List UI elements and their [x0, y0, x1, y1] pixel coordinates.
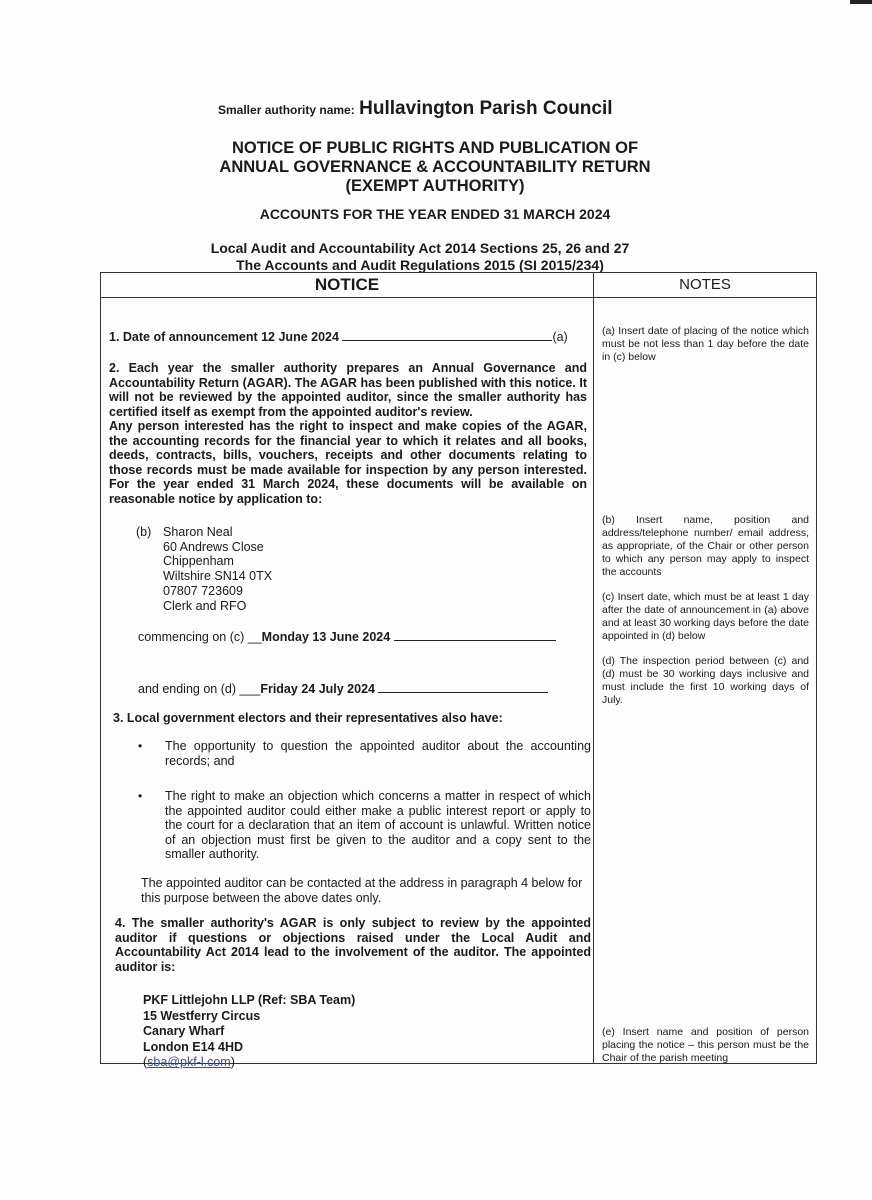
notice-table: [100, 272, 817, 1070]
paragraph-3-heading: 3. Local government electors and their representatives also have:: [113, 711, 503, 725]
notes-column: [594, 273, 816, 1063]
contact-town: Chippenham: [163, 554, 234, 569]
ending-blank[interactable]: [378, 680, 548, 693]
ref-a: (a): [552, 330, 568, 344]
act-reference: Local Audit and Accountability Act 2014 Sections 25, 26 and 27: [210, 240, 630, 256]
notice-column: [101, 273, 594, 1070]
bullet-icon: •: [138, 789, 143, 803]
authority-name: Hullavington Parish Council: [359, 98, 613, 119]
paren-close: ): [230, 1055, 235, 1070]
scan-corner-mark: [850, 0, 872, 4]
auditor-email-link[interactable]: sba@pkf-l.com: [147, 1055, 231, 1070]
paragraph-2b: Any person interested has the right to inspect and make copies of the AGAR, the accounting records for the financial year to which it relates and all books, deeds, contracts, bills, vouchers, receipts and other documents relating to those records must be made available for inspection by any person interested. For the year ended 31 March 2024, these documents will be available on reasonable notice by application to:: [109, 419, 587, 506]
ending-date: Friday 24 July 2024: [260, 682, 375, 696]
auditor-street: 15 Westferry Circus: [143, 1008, 261, 1023]
auditor-address-block: [143, 993, 355, 1071]
note-c: (c) Insert date, which must be at least 1 day after the date of announcement in (a) above and at least 30 working days before the date appointed in (d) below: [602, 591, 809, 642]
auditor-contact-note: The appointed auditor can be contacted at the address in paragraph 4 below for this purpose between the above dates only.: [141, 876, 583, 905]
auditor-area: Canary Wharf: [143, 1024, 225, 1039]
note-a: (a) Insert date of placing of the notice which must be not less than 1 day before the date in (c) below: [602, 325, 809, 363]
announcement-line: [109, 328, 587, 345]
note-e: (e) Insert name and position of person placing the notice – this person must be the Chair of the parish meeting: [602, 1026, 809, 1064]
commencing-label: commencing on (c) __: [138, 630, 262, 644]
commencing-blank[interactable]: [394, 628, 556, 641]
right-make-objection: The right to make an objection which concerns a matter in respect of which the appointed auditor could either make a public interest report or apply to the court for a declaration that an item of account is unlawful. Written notice of an objection must first be given to the auditor and a copy sent to the smaller authority.: [165, 789, 591, 861]
accounts-subtitle: ACCOUNTS FOR THE YEAR ENDED 31 MARCH 2024: [259, 206, 611, 222]
page-title: NOTICE OF PUBLIC RIGHTS AND PUBLICATION OF ANNUAL GOVERNANCE & ACCOUNTABILITY RETURN (EXEMPT AUTHORITY): [219, 139, 651, 195]
commencing-date: Monday 13 June 2024: [261, 630, 391, 644]
paragraph-2a: 2. Each year the smaller authority prepares an Annual Governance and Accountability Return (AGAR). The AGAR has been published with this notice. It will not be reviewed by the appointed auditor, since the smaller authority has certified itself as exempt from the appointed auditor's review.: [109, 361, 587, 419]
note-b: (b) Insert name, position and address/telephone number/ email address, as appropriate, of the Chair or other person to which any person may apply to inspect the accounts: [602, 514, 809, 578]
notes-heading: NOTES: [594, 273, 816, 298]
bullet-icon: •: [138, 739, 143, 753]
auditor-name: PKF Littlejohn LLP (Ref: SBA Team): [143, 993, 356, 1007]
authority-label: Smaller authority name:: [218, 103, 355, 117]
auditor-email-line: [143, 1055, 355, 1071]
contact-block: [163, 525, 272, 613]
ending-label: and ending on (d) ___: [138, 682, 261, 696]
contact-phone: 07807 723609: [163, 583, 243, 598]
authority-line: [218, 98, 613, 120]
paren-open: (: [143, 1055, 148, 1070]
commencing-line: [138, 628, 556, 645]
note-d: (d) The inspection period between (c) and (d) must be 30 working days inclusive and must include the first 10 working days of July.: [602, 655, 809, 706]
contact-ref: (b): [136, 525, 152, 539]
notice-heading: NOTICE: [101, 273, 593, 298]
announcement-date: 1. Date of announcement 12 June 2024: [109, 330, 339, 344]
contact-position: Clerk and RFO: [163, 598, 247, 613]
contact-name: Sharon Neal: [163, 525, 233, 539]
contact-county-postcode: Wiltshire SN14 0TX: [163, 569, 273, 584]
ending-line: [138, 680, 548, 697]
regulations-reference: The Accounts and Audit Regulations 2015 (SI 2015/234): [236, 257, 604, 273]
right-question-auditor: The opportunity to question the appointed auditor about the accounting records; and: [165, 739, 591, 768]
auditor-city-postcode: London E14 4HD: [143, 1039, 244, 1054]
paragraph-4: 4. The smaller authority's AGAR is only subject to review by the appointed auditor if questions or objections raised under the Local Audit and Accountability Act 2014 lead to the involvement of the auditor. The appointed auditor is:: [115, 916, 591, 974]
contact-street: 60 Andrews Close: [163, 539, 264, 554]
announcement-blank[interactable]: [342, 328, 552, 341]
